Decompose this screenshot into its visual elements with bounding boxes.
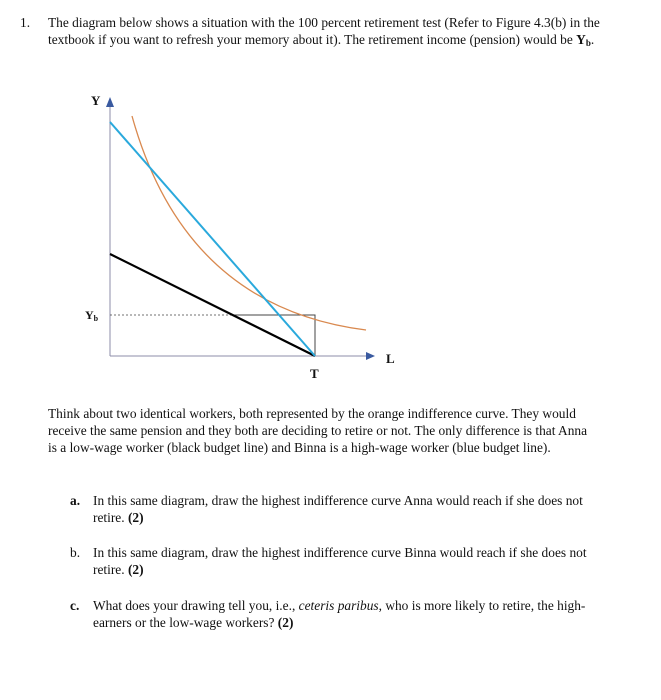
y-axis-arrow: [106, 97, 114, 107]
pension-symbol-letter: Y: [576, 32, 586, 47]
yb-label: [85, 308, 99, 323]
part-a-text: [93, 492, 598, 526]
context-paragraph: Think about two identical workers, both represented by the orange indifference curve. They would receive the same pension and they both are deciding to retire or not. The only difference is that Anna is a low-wage worker (black budget line) and Binna is a high-wage worker (blue budget line).: [48, 406, 588, 455]
part-c-text: [93, 597, 598, 631]
black-budget-line: [110, 254, 315, 356]
part-a-body: In this same diagram, draw the highest indifference curve Anna would reach if she does not retire.: [93, 493, 583, 525]
part-c-label: c.: [70, 598, 80, 613]
question-text-main: The diagram below shows a situation with the 100 percent retirement test (Refer to Figure 4.3(b) in the textbook if you want to refresh your memory about it). The retirement income (pension) would be: [48, 15, 600, 47]
part-b-text: [93, 544, 598, 578]
pension-symbol: [576, 32, 591, 47]
part-b-points: (2): [127, 562, 144, 577]
t-label: [310, 366, 319, 381]
x-axis-arrow: [366, 352, 375, 360]
yb-label-subscript: b: [93, 314, 99, 323]
part-a-points: (2): [127, 510, 144, 525]
part-c-body-start: What does your drawing tell you, i.e.,: [93, 598, 299, 613]
orange-indifference-curve: [132, 116, 366, 330]
part-b-label: b.: [70, 545, 81, 560]
part-a-label: a.: [70, 493, 81, 508]
part-c-body-end: , who is more likely to retire, the high-earners or the low-wage workers?: [93, 598, 586, 630]
blue-budget-line: [110, 122, 315, 356]
retirement-diagram: [70, 86, 410, 386]
question-text-end: .: [590, 32, 595, 47]
pension-symbol-subscript: b: [585, 38, 591, 48]
part-b-body: In this same diagram, draw the highest indifference curve Binna would reach if she does not retire.: [93, 545, 587, 577]
diagram-svg: [70, 86, 410, 386]
y-axis-label: Y: [91, 93, 101, 108]
t-label-text: T: [310, 366, 319, 381]
question-text: [48, 14, 633, 48]
part-c-points: (2): [277, 615, 294, 630]
x-axis-label: L: [386, 351, 395, 366]
question-number: 1.: [20, 15, 31, 30]
yb-label-letter: Y: [85, 308, 94, 322]
part-c-italic: ceteris paribus: [298, 598, 379, 613]
